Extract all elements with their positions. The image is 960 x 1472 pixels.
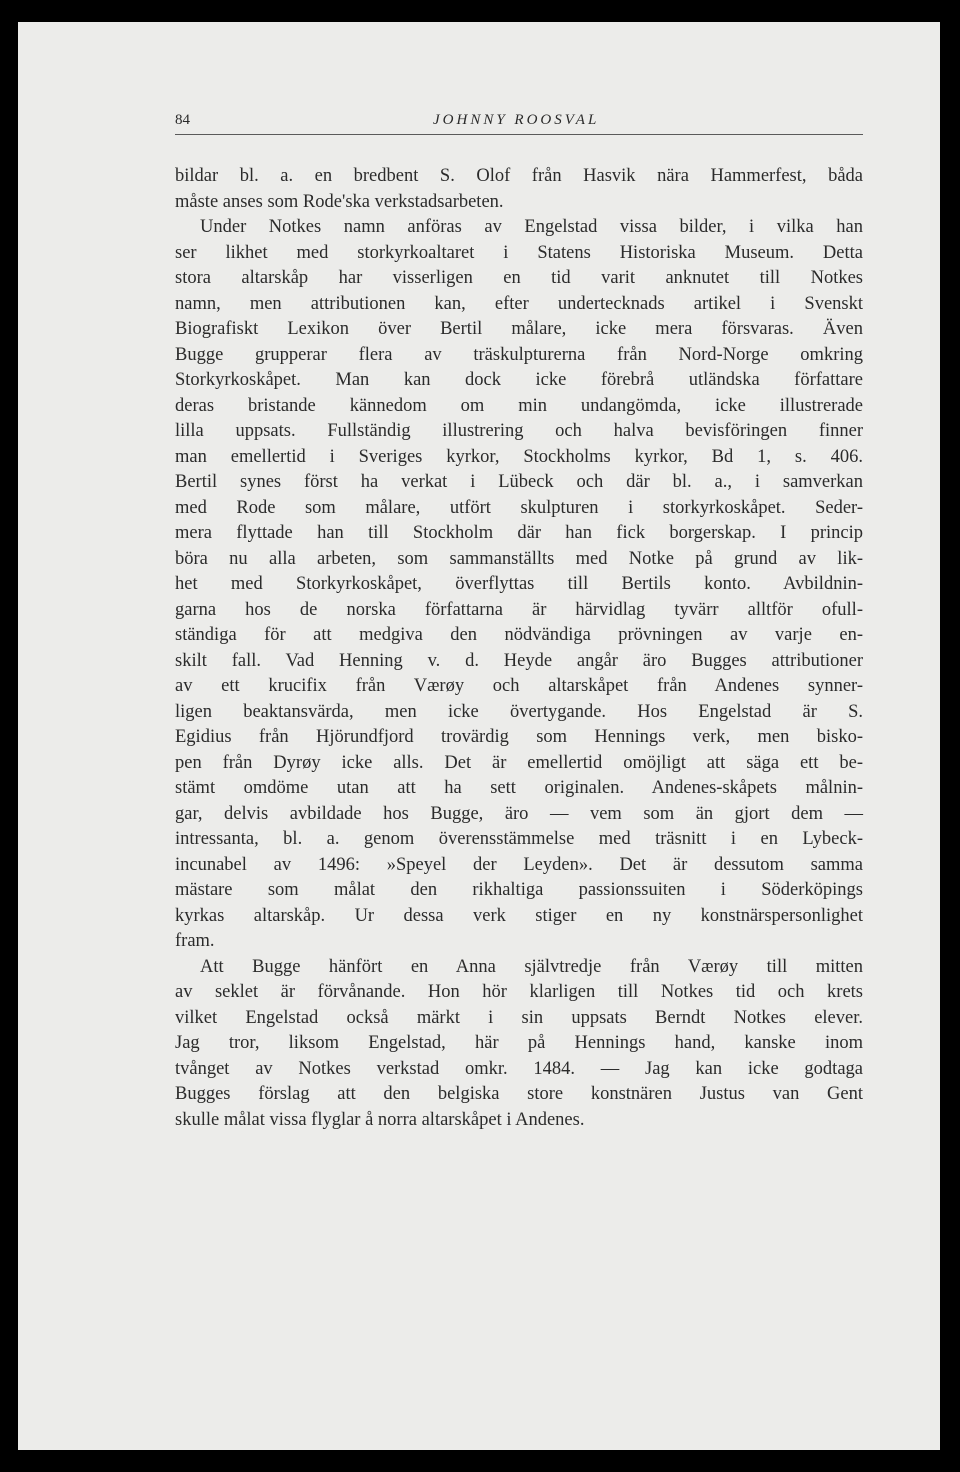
text-line: Bugges förslag att den belgiska store konstnären Justus van Gent bbox=[175, 1084, 863, 1104]
page-number: 84 bbox=[175, 112, 190, 128]
text-line: namn, men attributionen kan, efter undertecknads artikel i Svenskt bbox=[175, 293, 863, 314]
text-line: ser likhet med storkyrkoaltaret i Statens Historiska Museum. Detta bbox=[175, 242, 863, 263]
text-line: bildar bl. a. en bredbent S. Olof från Hasvik nära Hammerfest, båda bbox=[175, 166, 863, 186]
text-line: incunabel av 1496: »Speyel der Leyden». Det är dessutom samma bbox=[175, 854, 863, 875]
text-line: ständiga för att medgiva den nödvändiga prövningen av varje en- bbox=[175, 625, 863, 645]
running-head: JOHNNY ROOSVAL bbox=[433, 112, 600, 128]
text-line: ligen beaktansvärda, men icke övertygande. Hos Engelstad är S. bbox=[175, 701, 863, 722]
text-line: kyrkas altarskåp. Ur dessa verk stiger en ny konstnärspersonlighet bbox=[175, 905, 863, 926]
text-line: Bugge grupperar flera av träskulpturerna från Nord-Norge omkring bbox=[175, 344, 863, 365]
text-line: pen från Dyrøy icke alls. Det är emellertid omöjligt att säga ett be- bbox=[175, 752, 863, 773]
text-line: Storkyrkoskåpet. Man kan dock icke förebrå utländska författare bbox=[175, 370, 863, 390]
text-line: gar, delvis avbildade hos Bugge, äro — vem som än gjort dem — bbox=[175, 803, 863, 824]
text-line: Att Bugge hänfört en Anna självtredje från Værøy till mitten bbox=[200, 956, 863, 977]
body-text bbox=[175, 164, 863, 1133]
text-line: med Rode som målare, utfört skulpturen i storkyrkoskåpet. Seder- bbox=[175, 497, 863, 518]
text-line: man emellertid i Sveriges kyrkor, Stockholms kyrkor, Bd 1, s. 406. bbox=[175, 446, 863, 467]
text-line: deras bristande kännedom om min undangömda, icke illustrerade bbox=[175, 395, 863, 416]
text-line: vilket Engelstad också märkt i sin uppsats Berndt Notkes elever. bbox=[175, 1007, 863, 1028]
text-line: av ett krucifix från Værøy och altarskåpet från Andenes synner- bbox=[175, 676, 863, 696]
text-line: stora altarskåp har visserligen en tid varit anknutet till Notkes bbox=[175, 268, 863, 288]
page-header bbox=[175, 110, 863, 135]
text-line: het med Storkyrkoskåpet, överflyttas till Bertils konto. Avbildnin- bbox=[175, 574, 863, 594]
text-line: av seklet är förvånande. Hon hör klarligen till Notkes tid och krets bbox=[175, 982, 863, 1002]
text-line: Egidius från Hjörundfjord trovärdig som Hennings verk, men bisko- bbox=[175, 727, 863, 747]
text-line: intressanta, bl. a. genom överensstämmelse med träsnitt i en Lybeck- bbox=[175, 829, 863, 849]
text-line: mästare som målat den rikhaltiga passionssuiten i Söderköpings bbox=[175, 880, 863, 900]
text-line: mera flyttade han till Stockholm där han fick borgerskap. I princip bbox=[175, 523, 863, 543]
text-line: stämt omdöme utan att ha sett originalen. Andenes-skåpets målnin- bbox=[175, 778, 863, 798]
text-line: Biografiskt Lexikon över Bertil målare, icke mera försvaras. Även bbox=[175, 319, 863, 339]
text-line: tvånget av Notkes verkstad omkr. 1484. — Jag kan icke godtaga bbox=[175, 1058, 863, 1079]
text-line: skilt fall. Vad Henning v. d. Heyde angår äro Bugges attributioner bbox=[175, 650, 863, 671]
text-line: skulle målat vissa flyglar å norra altarskåpet i Andenes. bbox=[175, 1109, 585, 1130]
text-line: Bertil synes först ha verkat i Lübeck och där bl. a., i samverkan bbox=[175, 472, 863, 492]
text-line: Jag tror, liksom Engelstad, här på Hennings hand, kanske inom bbox=[175, 1033, 863, 1053]
text-line: lilla uppsats. Fullständig illustrering och halva bevisföringen finner bbox=[175, 421, 863, 441]
text-line: måste anses som Rode'ska verkstadsarbeten. bbox=[175, 191, 504, 212]
paragraph-3 bbox=[175, 955, 863, 1134]
paragraph-1 bbox=[175, 164, 863, 215]
paragraph-2 bbox=[175, 215, 863, 955]
text-line: garna hos de norska författarna är härvidlag tyvärr alltför ofull- bbox=[175, 599, 863, 620]
text-line: fram. bbox=[175, 931, 215, 951]
text-line: böra nu alla arbeten, som sammanställts med Notke på grund av lik- bbox=[175, 548, 863, 569]
text-line: Under Notkes namn anföras av Engelstad vissa bilder, i vilka han bbox=[200, 217, 863, 237]
